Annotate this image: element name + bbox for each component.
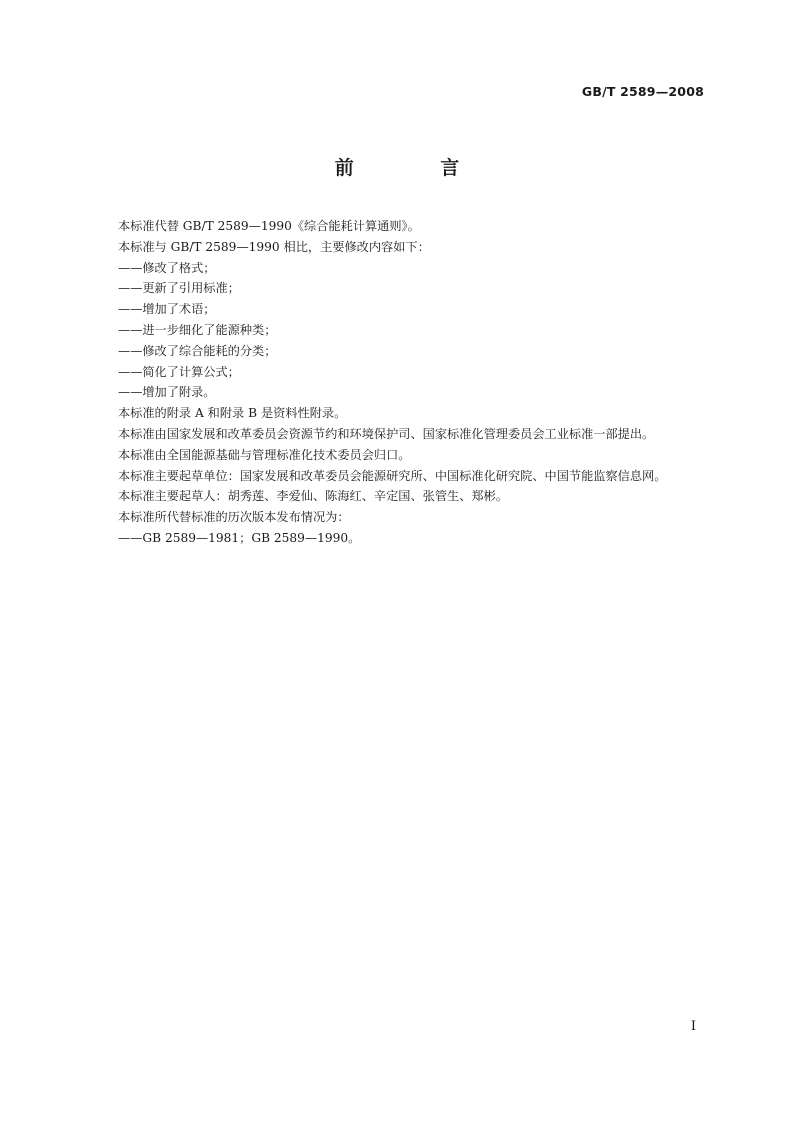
paragraph-history-intro: 本标准所代替标准的历次版本发布情况为： xyxy=(118,510,350,525)
paragraph-proposer: 本标准由国家发展和改革委员会资源节约和环境保护司、国家标准化管理委员会工业标准一部提出。 xyxy=(118,426,655,441)
page-title: 前 言 xyxy=(334,157,500,179)
change-item-classification: ——修改了综合能耗的分类； xyxy=(118,343,277,358)
page-number: I xyxy=(690,1019,696,1034)
paragraph-drafters: 本标准主要起草人：胡秀莲、李爱仙、陈海红、辛定国、张管生、郑彬。 xyxy=(118,489,508,504)
change-item-appendix: ——增加了附录。 xyxy=(118,385,216,400)
paragraph-changes-intro: 本标准与 GB/T 2589—1990 相比，主要修改内容如下： xyxy=(118,239,430,254)
paragraph-replaces: 本标准代替 GB/T 2589—1990《综合能耗计算通则》。 xyxy=(118,219,420,233)
change-item-formula: ——简化了计算公式； xyxy=(118,364,240,379)
paragraph-appendix-note: 本标准的附录 A 和附录 B 是资料性附录。 xyxy=(118,406,347,421)
change-item-format: ——修改了格式； xyxy=(118,260,216,275)
change-item-references: ——更新了引用标准； xyxy=(118,281,240,296)
paragraph-drafting-units: 本标准主要起草单位：国家发展和改革委员会能源研究所、中国标准化研究院、中国节能监察信息网。 xyxy=(118,468,667,483)
change-item-terms: ——增加了术语； xyxy=(118,302,216,317)
paragraph-committee: 本标准由全国能源基础与管理标准化技术委员会归口。 xyxy=(118,447,411,462)
foreword-body xyxy=(90,216,704,549)
standard-code: GB/T 2589—2008 xyxy=(581,84,704,99)
change-item-energy-types: ——进一步细化了能源种类； xyxy=(118,322,277,337)
history-item: ——GB 2589—1981；GB 2589—1990。 xyxy=(118,530,361,545)
